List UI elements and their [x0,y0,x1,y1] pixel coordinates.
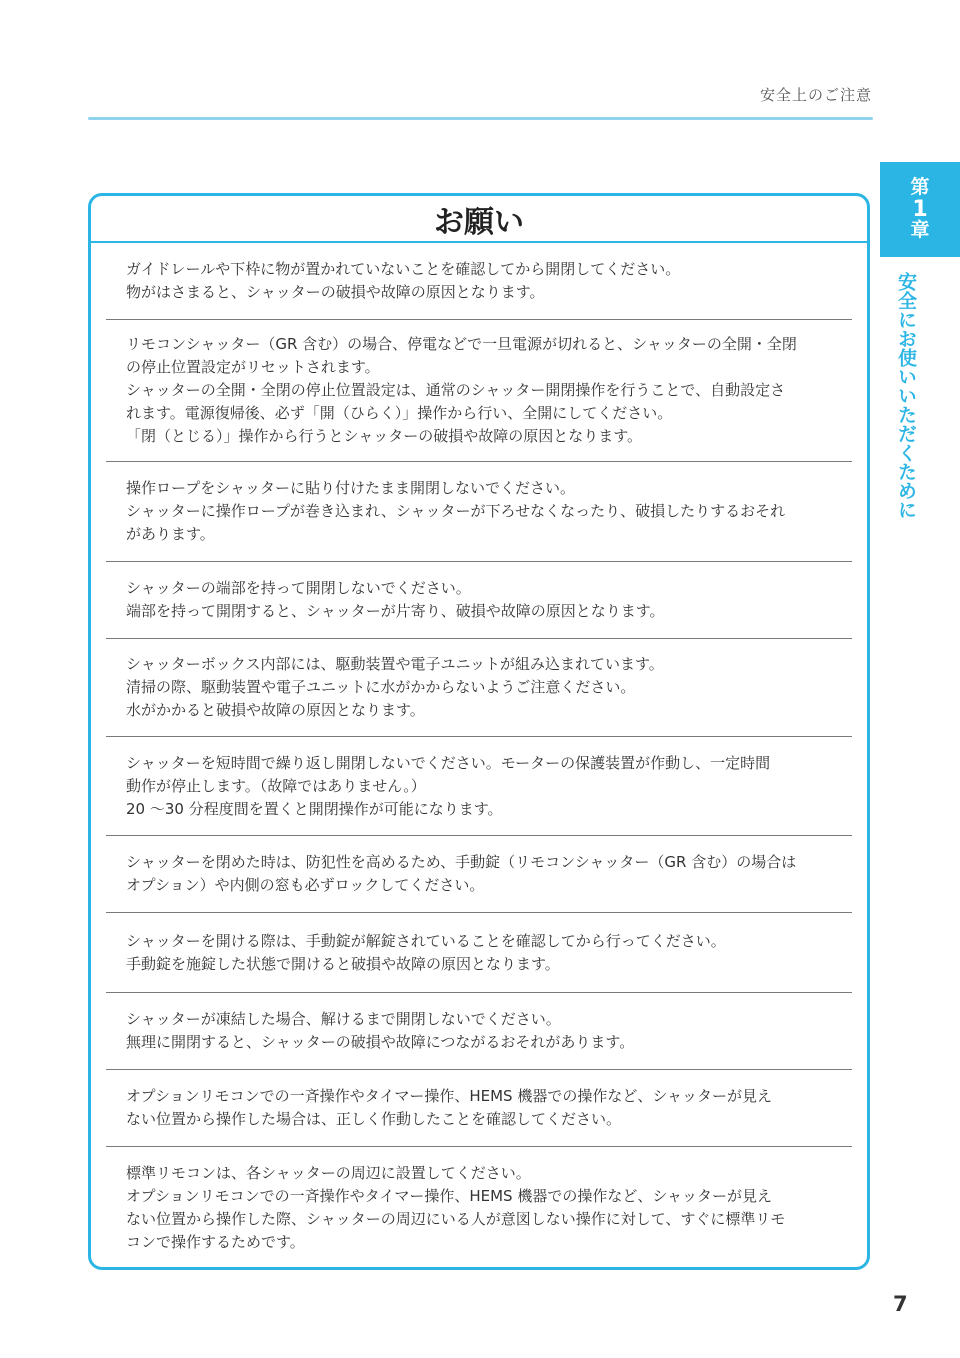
chapter-tab-suffix: 章 [910,219,930,242]
notice-item-line: 端部を持って開閉すると、シャッターが片寄り、破損や故障の原因となります。 [126,602,665,620]
notice-item [106,462,852,562]
notice-item-line: シャッターが凍結した場合、解けるまで開閉しないでください。 [126,1010,561,1028]
notice-item-line: シャッターを開ける際は、手動錠が解錠されていることを確認してから行ってください。 [126,931,726,950]
notice-list [91,243,867,1268]
notice-item-line: 動作が停止します。（故障ではありません。） [126,776,426,795]
notice-item-line: 「閉（とじる）」操作から行うとシャッターの破損や故障の原因となります。 [126,427,643,445]
notice-item [106,639,852,737]
notice-box [88,193,870,1270]
notice-item-line: 操作ロープをシャッターに貼り付けたまま開閉しないでください。 [126,479,575,497]
notice-item-line: シャッターを短時間で繰り返し開閉しないでください。モーターの保護装置が作動し、一定時間 [126,753,771,772]
notice-item-line: 標準リモコンは、各シャッターの周辺に設置してください。 [126,1163,531,1182]
header-title: 安全上のご注意 [759,86,872,104]
notice-item-line: シャッターに操作ロープが巻き込まれ、シャッターが下ろせなくなったり、破損したりするおそれ [126,502,786,520]
notice-item-line: 水がかかると破損や故障の原因となります。 [126,701,425,719]
notice-item-line: コンで操作するためです。 [126,1232,305,1251]
notice-item [106,993,852,1070]
chapter-tab-number: 1 [912,196,928,222]
notice-item [106,836,852,913]
notice-item-line: 清掃の際、駆動装置や電子ユニットに水がかからないようご注意ください。 [126,678,636,696]
notice-item-line: ない位置から操作した場合は、正しく作動したことを確認してください。 [126,1110,622,1128]
notice-item-line: れます。電源復帰後、必ず「開（ひらく）」操作から行い、全開にしてください。 [126,404,673,422]
notice-item [106,1070,852,1147]
chapter-tab-label: 第 [910,176,930,199]
notice-item [106,1147,852,1268]
notice-item-line: があります。 [126,525,215,543]
notice-item [106,320,852,462]
notice-item [106,737,852,836]
notice-item-line: 無理に開閉すると、シャッターの破損や故障につながるおそれがあります。 [126,1033,635,1051]
notice-item-line: ガイドレールや下枠に物が置かれていないことを確認してから開閉してください。 [126,260,681,278]
notice-item [106,243,852,320]
notice-item [106,913,852,993]
notice-item-line: オプションリモコンでの一斉操作やタイマー操作、HEMS 機器での操作など、シャッターが見え [126,1087,773,1105]
notice-item-line: オプションリモコンでの一斉操作やタイマー操作、HEMS 機器での操作など、シャッターが見え [126,1186,773,1205]
page-number: 7 [893,1292,908,1316]
notice-item-line: 手動錠を施錠した状態で開けると破損や故障の原因となります。 [126,954,560,973]
chapter-side-label: 安全にお使いいただくために [895,272,917,519]
notice-title: お願い [91,196,867,243]
notice-item-line: の停止位置設定がリセットされます。 [126,358,380,376]
header-divider [88,117,873,120]
notice-item-line: オプション）や内側の窓も必ずロックしてください。 [126,876,485,894]
notice-item-line: シャッターボックス内部には、駆動装置や電子ユニットが組み込まれています。 [126,655,664,673]
notice-item-line: シャッターの全開・全閉の停止位置設定は、通常のシャッター開閉操作を行うことで、自動設定さ [126,381,786,399]
notice-item-line: リモコンシャッター（GR 含む）の場合、停電などで一旦電源が切れると、シャッターの全開・全閉 [126,335,797,353]
notice-item-line: シャッターを閉めた時は、防犯性を高めるため、手動錠（リモコンシャッター（GR 含む）の場合は [126,853,797,871]
notice-item-line: 20 ～30 分程度間を置くと開閉操作が可能になります。 [126,799,503,818]
chapter-tab [880,162,960,257]
notice-item-line: シャッターの端部を持って開閉しないでください。 [126,579,471,597]
notice-item [106,562,852,639]
notice-item-line: 物がはさまると、シャッターの破損や故障の原因となります。 [126,283,545,301]
notice-item-line: ない位置から操作した際、シャッターの周辺にいる人が意図しない操作に対して、すぐに標準リモ [126,1209,786,1228]
